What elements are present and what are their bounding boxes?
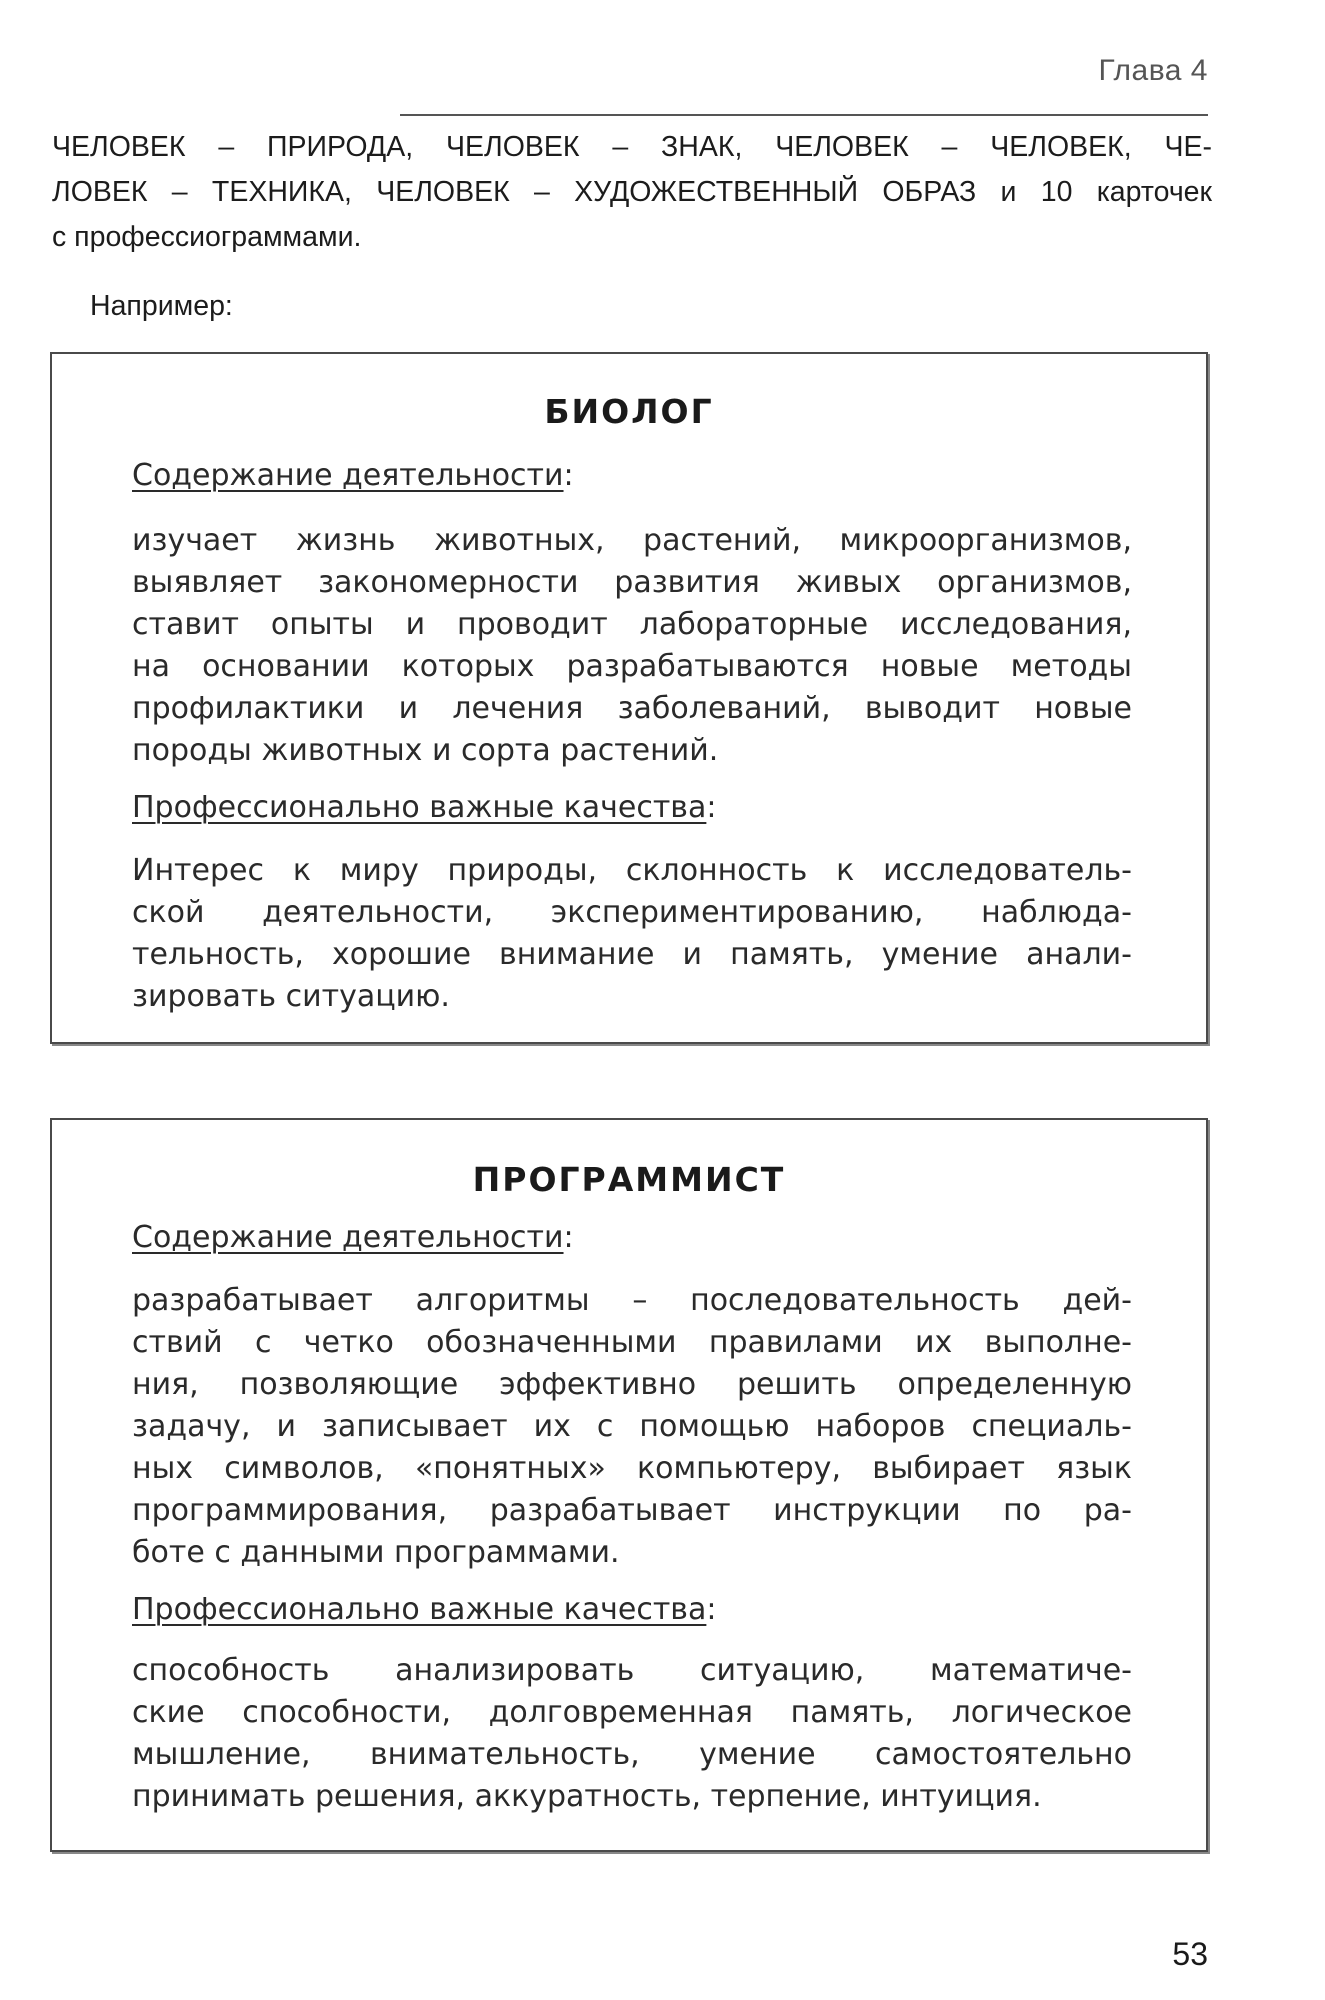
intro-line: с профессиограммами. bbox=[52, 221, 362, 253]
text-line: ствий с четко обозначенными правилами их выполне- bbox=[132, 1325, 1132, 1360]
activity-description bbox=[132, 520, 1132, 772]
qualities-heading-text: Профессионально важные качества bbox=[132, 1592, 707, 1627]
text-line: мышление, внимательность, умение самостоятельно bbox=[132, 1737, 1132, 1772]
example-label: Например: bbox=[90, 290, 233, 322]
intro-line: ЧЕЛОВЕК – ПРИРОДА, ЧЕЛОВЕК – ЗНАК, ЧЕЛОВЕК – ЧЕЛОВЕК, ЧЕ- bbox=[52, 131, 1212, 163]
qualities-heading-text: Профессионально важные качества bbox=[132, 790, 707, 825]
text-line: породы животных и сорта растений. bbox=[132, 733, 719, 768]
activity-heading-text: Содержание деятельности bbox=[132, 458, 564, 493]
qualities-description bbox=[132, 850, 1132, 1018]
activity-heading: Содержание деятельности: bbox=[132, 1220, 574, 1255]
text-line: принимать решения, аккуратность, терпение, интуиция. bbox=[132, 1779, 1042, 1814]
qualities-description bbox=[132, 1650, 1132, 1818]
running-header bbox=[400, 50, 1208, 116]
text-line: тельность, хорошие внимание и память, умение анали- bbox=[132, 937, 1132, 972]
intro-line: ЛОВЕК – ТЕХНИКА, ЧЕЛОВЕК – ХУДОЖЕСТВЕННЫЙ ОБРАЗ и 10 карточек bbox=[52, 176, 1212, 208]
text-line: ские способности, долговременная память, логическое bbox=[132, 1695, 1132, 1730]
text-line: Интерес к миру природы, склонность к исследователь- bbox=[132, 853, 1132, 888]
card-title: ПРОГРАММИСТ bbox=[472, 1160, 786, 1199]
page-number: 53 bbox=[1172, 1936, 1208, 1972]
text-line: ставит опыты и проводит лабораторные исследования, bbox=[132, 607, 1132, 642]
chapter-label: Глава 4 bbox=[1098, 54, 1208, 87]
intro-paragraph bbox=[52, 125, 1212, 260]
text-line: способность анализировать ситуацию, математиче- bbox=[132, 1653, 1132, 1688]
text-line: задачу, и записывает их с помощью наборов специаль- bbox=[132, 1409, 1132, 1444]
text-line: зировать ситуацию. bbox=[132, 979, 450, 1014]
profession-card-biologist bbox=[50, 352, 1208, 1044]
text-line: ской деятельности, экспериментированию, наблюда- bbox=[132, 895, 1132, 930]
activity-description bbox=[132, 1280, 1132, 1574]
activity-heading: Содержание деятельности: bbox=[132, 458, 574, 493]
text-line: ния, позволяющие эффективно решить определенную bbox=[132, 1367, 1132, 1402]
activity-heading-text: Содержание деятельности bbox=[132, 1220, 564, 1255]
qualities-heading: Профессионально важные качества: bbox=[132, 1592, 717, 1627]
text-line: выявляет закономерности развития живых организмов, bbox=[132, 565, 1132, 600]
text-line: программирования, разрабатывает инструкции по ра- bbox=[132, 1493, 1132, 1528]
text-line: профилактики и лечения заболеваний, выводит новые bbox=[132, 691, 1132, 726]
text-line: боте с данными программами. bbox=[132, 1535, 620, 1570]
qualities-heading: Профессионально важные качества: bbox=[132, 790, 717, 825]
text-line: на основании которых разрабатываются новые методы bbox=[132, 649, 1132, 684]
text-line: разрабатывает алгоритмы – последовательность дей- bbox=[132, 1283, 1132, 1318]
text-line: ных символов, «понятных» компьютеру, выбирает язык bbox=[132, 1451, 1132, 1486]
card-title: БИОЛОГ bbox=[544, 392, 714, 431]
text-line: изучает жизнь животных, растений, микроорганизмов, bbox=[132, 523, 1132, 558]
profession-card-programmer bbox=[50, 1118, 1208, 1852]
